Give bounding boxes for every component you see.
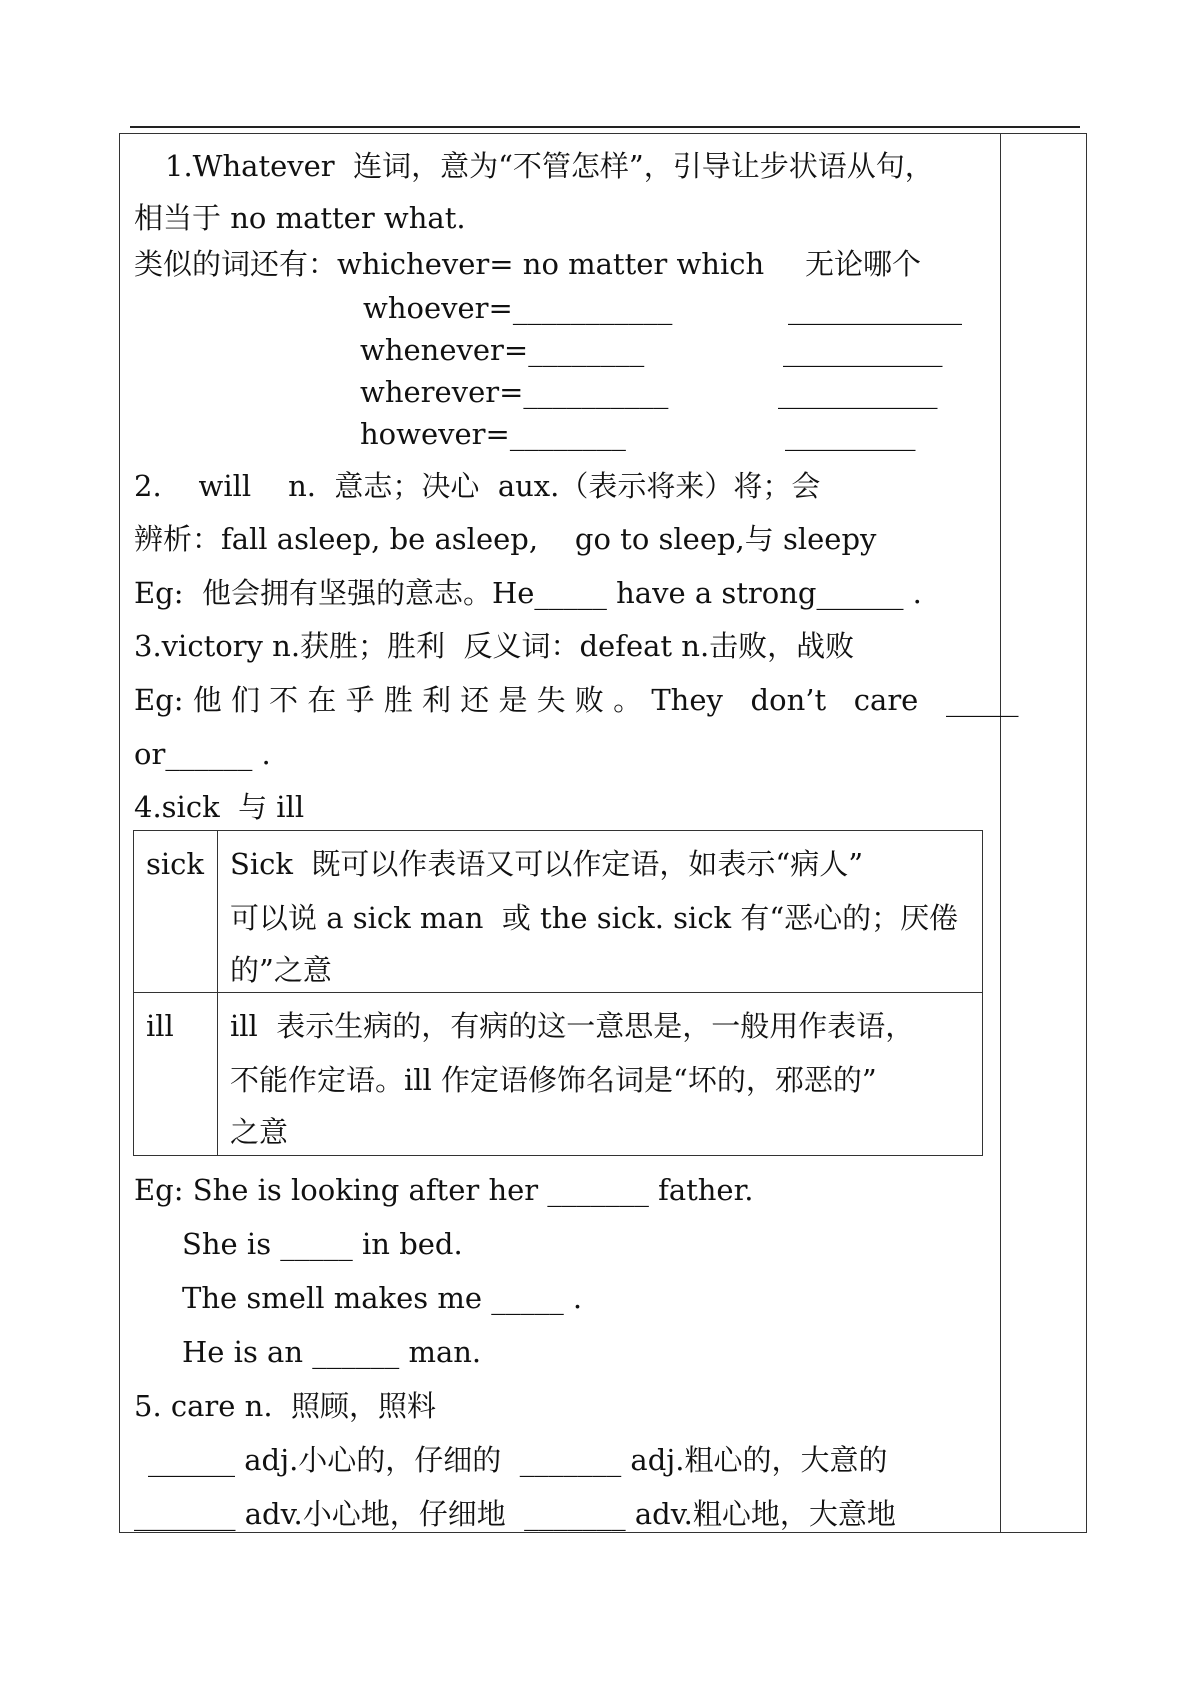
s2-line2: 辨析：fall asleep, be asleep, go to sleep,与 sleepy xyxy=(134,522,877,556)
s2-line3: Eg: 他会拥有坚强的意志。He_____ have a strong______ . xyxy=(134,576,922,610)
s4-eg4: He is an ______ man. xyxy=(182,1335,482,1369)
s1-line2: 相当于 no matter what. xyxy=(134,201,466,235)
however-meaning-blank: _________ xyxy=(785,417,916,451)
term-cell-sick: sick xyxy=(146,847,204,881)
s4-eg3: The smell makes me _____ . xyxy=(182,1281,583,1315)
top-rule xyxy=(130,126,1080,128)
s1-line1: 1.Whatever 连词，意为“不管怎样”，引导让步状语从句， xyxy=(165,149,934,183)
however-blank: however=________ xyxy=(360,417,626,451)
ill-desc-line3: 之意 xyxy=(230,1115,289,1149)
whoever-blank: whoever=___________ xyxy=(363,291,673,325)
whenever-meaning-blank: ___________ xyxy=(783,333,943,367)
sick-ill-table xyxy=(133,830,983,1156)
table-vertical-divider xyxy=(217,831,218,1155)
sick-desc-line3: 的”之意 xyxy=(230,953,332,987)
whenever-blank: whenever=________ xyxy=(360,333,645,367)
ill-desc-line2: 不能作定语。ill 作定语修饰名词是“坏的，邪恶的” xyxy=(230,1063,877,1097)
term-cell-ill: ill xyxy=(146,1009,174,1043)
wherever-meaning-blank: ___________ xyxy=(778,375,938,409)
s5-line2: ______ adj.小心的，仔细的 _______ adj.粗心的，大意的 xyxy=(148,1443,888,1477)
s4-heading: 4.sick 与 ill xyxy=(134,790,305,824)
s2-line1: 2. will n. 意志；决心 aux.（表示将来）将；会 xyxy=(134,469,821,503)
sick-desc-line1: Sick 既可以作表语又可以作定语，如表示“病人” xyxy=(230,847,864,881)
wherever-blank: wherever=__________ xyxy=(360,375,669,409)
right-column-divider xyxy=(1000,133,1001,1533)
ill-desc-line1: ill 表示生病的，有病的这一意思是，一般用作表语， xyxy=(230,1009,915,1043)
s3-line1: 3.victory n.获胜；胜利 反义词：defeat n.击败，战败 xyxy=(134,629,855,663)
s4-eg2: She is _____ in bed. xyxy=(182,1227,463,1261)
whoever-meaning-blank: ____________ xyxy=(788,291,962,325)
s3-line2: Eg: 他 们 不 在 乎 胜 利 还 是 失 败 。 They don’t care _____ xyxy=(134,683,1019,717)
s5-line1: 5. care n. 照顾，照料 xyxy=(134,1389,436,1423)
s3-line3: or______ . xyxy=(134,737,271,771)
s4-eg1: Eg: She is looking after her _______ father. xyxy=(134,1173,754,1207)
s1-line3-meaning: 无论哪个 xyxy=(805,247,922,281)
sick-desc-line2: 可以说 a sick man 或 the sick. sick 有“恶心的；厌倦 xyxy=(230,901,959,935)
s1-line3: 类似的词还有：whichever= no matter which xyxy=(134,247,765,281)
s5-line3: _______ adv.小心地，仔细地 _______ adv.粗心地，大意地 xyxy=(134,1497,896,1531)
